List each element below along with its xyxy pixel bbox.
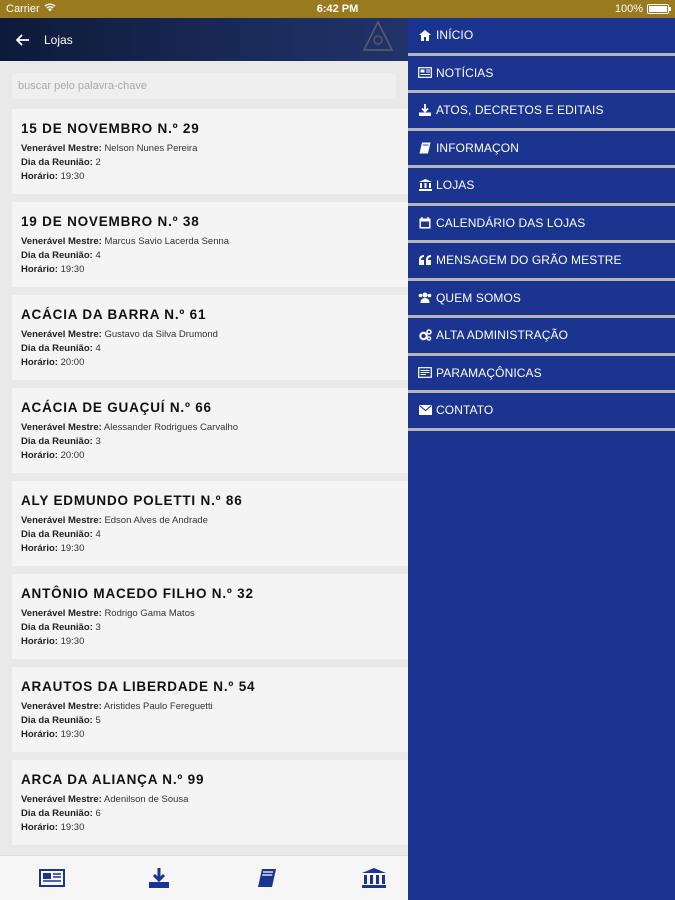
lodge-time-line bbox=[21, 821, 399, 835]
lodge-day-line bbox=[21, 807, 399, 821]
lodge-master: Edson Alves de Andrade bbox=[104, 515, 208, 526]
lodge-day: 5 bbox=[95, 715, 101, 726]
lodge-time: 19:30 bbox=[60, 636, 85, 647]
master-label: Venerável Mestre: bbox=[21, 236, 102, 247]
institution-icon bbox=[418, 178, 432, 192]
menu-item-lojas[interactable] bbox=[408, 168, 675, 206]
status-bar bbox=[0, 0, 675, 18]
lodge-time: 19:30 bbox=[60, 822, 85, 833]
home-icon bbox=[418, 28, 432, 42]
main-pane bbox=[0, 18, 408, 900]
newspaper-icon bbox=[418, 66, 432, 80]
lodge-day: 6 bbox=[95, 808, 101, 819]
lodge-time-line bbox=[21, 728, 399, 742]
menu-item-informacon[interactable] bbox=[408, 131, 675, 169]
search-bar bbox=[0, 61, 408, 109]
lodge-master-line bbox=[21, 421, 399, 435]
lodge-name: ALY EDMUNDO POLETTI N.º 86 bbox=[21, 493, 243, 508]
side-menu bbox=[408, 18, 675, 900]
menu-item-label: NOTÍCIAS bbox=[436, 65, 494, 80]
lodge-time-line bbox=[21, 635, 399, 649]
time-label: Horário: bbox=[21, 636, 58, 647]
lodge-name: ACÁCIA DA BARRA N.º 61 bbox=[21, 307, 207, 322]
lodge-time-line bbox=[21, 356, 399, 370]
quote-icon bbox=[418, 253, 432, 267]
menu-item-atos-decretos-e-editais[interactable] bbox=[408, 93, 675, 131]
lodge-name: ACÁCIA DE GUAÇUÍ N.º 66 bbox=[21, 400, 212, 415]
lodge-master: Gustavo da Silva Drumond bbox=[104, 329, 218, 340]
lodge-master: Alessander Rodrigues Carvalho bbox=[103, 422, 239, 433]
lodge-time-line bbox=[21, 263, 399, 277]
battery-fill bbox=[649, 6, 667, 12]
menu-item-label: ALTA ADMINISTRAÇÃO bbox=[436, 328, 569, 343]
lodge-master: Marcus Savio Lacerda Senna bbox=[104, 236, 230, 247]
master-label: Venerável Mestre: bbox=[21, 422, 102, 433]
lodge-card[interactable] bbox=[12, 667, 408, 752]
menu-item-noticias[interactable] bbox=[408, 56, 675, 94]
lodge-time-line bbox=[21, 170, 399, 184]
users-icon bbox=[418, 291, 432, 305]
lodge-master: Nelson Nunes Pereira bbox=[104, 143, 198, 154]
lodge-master-line bbox=[21, 235, 399, 249]
master-label: Venerável Mestre: bbox=[21, 515, 102, 526]
master-label: Venerável Mestre: bbox=[21, 701, 102, 712]
menu-item-quem-somos[interactable] bbox=[408, 281, 675, 319]
day-label: Dia da Reunião: bbox=[21, 622, 93, 633]
masonic-emblem-icon bbox=[348, 18, 408, 61]
lodge-day: 3 bbox=[95, 622, 101, 633]
lodge-time-line bbox=[21, 449, 399, 463]
lodge-day: 3 bbox=[95, 436, 101, 447]
lodge-master-line bbox=[21, 328, 399, 342]
menu-item-contato[interactable] bbox=[408, 393, 675, 431]
lodge-day-line bbox=[21, 249, 399, 263]
menu-item-mensagem-do-grao-mestre[interactable] bbox=[408, 243, 675, 281]
day-label: Dia da Reunião: bbox=[21, 250, 93, 261]
lodge-master-line bbox=[21, 607, 399, 621]
menu-item-alta-administracao[interactable] bbox=[408, 318, 675, 356]
lodge-time: 20:00 bbox=[60, 357, 85, 368]
day-label: Dia da Reunião: bbox=[21, 436, 93, 447]
lodge-list bbox=[0, 109, 408, 845]
master-label: Venerável Mestre: bbox=[21, 143, 102, 154]
lodge-master: Rodrigo Gama Matos bbox=[104, 608, 195, 619]
time-label: Horário: bbox=[21, 729, 58, 740]
lodge-card[interactable] bbox=[12, 388, 408, 473]
menu-item-label: QUEM SOMOS bbox=[436, 290, 522, 305]
master-label: Venerável Mestre: bbox=[21, 329, 102, 340]
menu-item-label: MENSAGEM DO GRÃO MESTRE bbox=[436, 253, 622, 268]
lodge-time: 19:30 bbox=[60, 171, 85, 182]
download-icon bbox=[418, 103, 432, 117]
menu-item-label: LOJAS bbox=[436, 178, 475, 193]
menu-item-inicio[interactable] bbox=[408, 18, 675, 56]
lodge-time: 19:30 bbox=[60, 729, 85, 740]
lodge-day: 4 bbox=[95, 529, 101, 540]
lodge-day-line bbox=[21, 714, 399, 728]
battery-percent: 100% bbox=[614, 3, 643, 15]
envelope-icon bbox=[418, 403, 432, 417]
menu-item-label: INFORMAÇON bbox=[436, 140, 519, 155]
time-label: Horário: bbox=[21, 450, 58, 461]
tab-book-icon[interactable] bbox=[253, 866, 281, 890]
lodge-day: 2 bbox=[95, 157, 101, 168]
lodge-card[interactable] bbox=[12, 295, 408, 380]
tab-news-icon[interactable] bbox=[38, 866, 66, 890]
lodge-day: 4 bbox=[95, 343, 101, 354]
menu-item-paramaconicas[interactable] bbox=[408, 356, 675, 394]
lodge-card[interactable] bbox=[12, 574, 408, 659]
lodge-card[interactable] bbox=[12, 202, 408, 287]
lodge-master-line bbox=[21, 142, 399, 156]
master-label: Venerável Mestre: bbox=[21, 794, 102, 805]
time-label: Horário: bbox=[21, 822, 58, 833]
time-label: Horário: bbox=[21, 171, 58, 182]
lodge-name: ANTÔNIO MACEDO FILHO N.º 32 bbox=[21, 586, 254, 601]
carrier-label: Carrier bbox=[6, 3, 40, 15]
day-label: Dia da Reunião: bbox=[21, 157, 93, 168]
time-label: Horário: bbox=[21, 543, 58, 554]
lodge-time-line bbox=[21, 542, 399, 556]
app-header bbox=[0, 18, 408, 61]
lodge-day-line bbox=[21, 156, 399, 170]
menu-item-label: PARAMAÇÔNICAS bbox=[436, 365, 542, 380]
lodge-time: 20:00 bbox=[60, 450, 85, 461]
tab-bar bbox=[0, 855, 408, 900]
search-input[interactable] bbox=[12, 73, 396, 99]
wifi-icon bbox=[44, 3, 56, 15]
day-label: Dia da Reunião: bbox=[21, 715, 93, 726]
lodge-name: 15 DE NOVEMBRO N.º 29 bbox=[21, 121, 200, 136]
book-icon bbox=[418, 141, 432, 155]
day-label: Dia da Reunião: bbox=[21, 529, 93, 540]
page-title: Lojas bbox=[44, 32, 73, 47]
menu-item-calendario-das-lojas[interactable] bbox=[408, 206, 675, 244]
menu-item-label: ATOS, DECRETOS E EDITAIS bbox=[436, 103, 604, 118]
tab-institution-icon[interactable] bbox=[360, 866, 388, 890]
lodge-card[interactable] bbox=[12, 760, 408, 845]
lodge-name: ARAUTOS DA LIBERDADE N.º 54 bbox=[21, 679, 256, 694]
gears-icon bbox=[418, 328, 432, 342]
lodge-day-line bbox=[21, 435, 399, 449]
lodge-day: 4 bbox=[95, 250, 101, 261]
card-icon bbox=[418, 366, 432, 380]
lodge-day-line bbox=[21, 528, 399, 542]
master-label: Venerável Mestre: bbox=[21, 608, 102, 619]
menu-item-label: INÍCIO bbox=[436, 28, 474, 43]
lodge-master-line bbox=[21, 700, 399, 714]
menu-item-label: CALENDÁRIO DAS LOJAS bbox=[436, 215, 586, 230]
lodge-day-line bbox=[21, 342, 399, 356]
lodge-time: 19:30 bbox=[60, 264, 85, 275]
menu-item-label: CONTATO bbox=[436, 403, 494, 418]
lodge-name: 19 DE NOVEMBRO N.º 38 bbox=[21, 214, 200, 229]
lodge-master-line bbox=[21, 514, 399, 528]
lodge-master: Adenilson de Sousa bbox=[103, 794, 189, 805]
lodge-day-line bbox=[21, 621, 399, 635]
day-label: Dia da Reunião: bbox=[21, 808, 93, 819]
lodge-card[interactable] bbox=[12, 109, 408, 194]
back-arrow-icon[interactable] bbox=[14, 31, 32, 49]
time-label: Horário: bbox=[21, 357, 58, 368]
battery-icon bbox=[647, 4, 669, 14]
time-label: Horário: bbox=[21, 264, 58, 275]
day-label: Dia da Reunião: bbox=[21, 343, 93, 354]
status-time: 6:42 PM bbox=[316, 3, 359, 15]
lodge-card[interactable] bbox=[12, 481, 408, 566]
calendar-icon bbox=[418, 216, 432, 230]
lodge-time: 19:30 bbox=[60, 543, 85, 554]
lodge-name: ARCA DA ALIANÇA N.º 99 bbox=[21, 772, 205, 787]
tab-download-icon[interactable] bbox=[145, 866, 173, 890]
lodge-master: Aristides Paulo Fereguetti bbox=[103, 701, 213, 712]
lodge-master-line bbox=[21, 793, 399, 807]
